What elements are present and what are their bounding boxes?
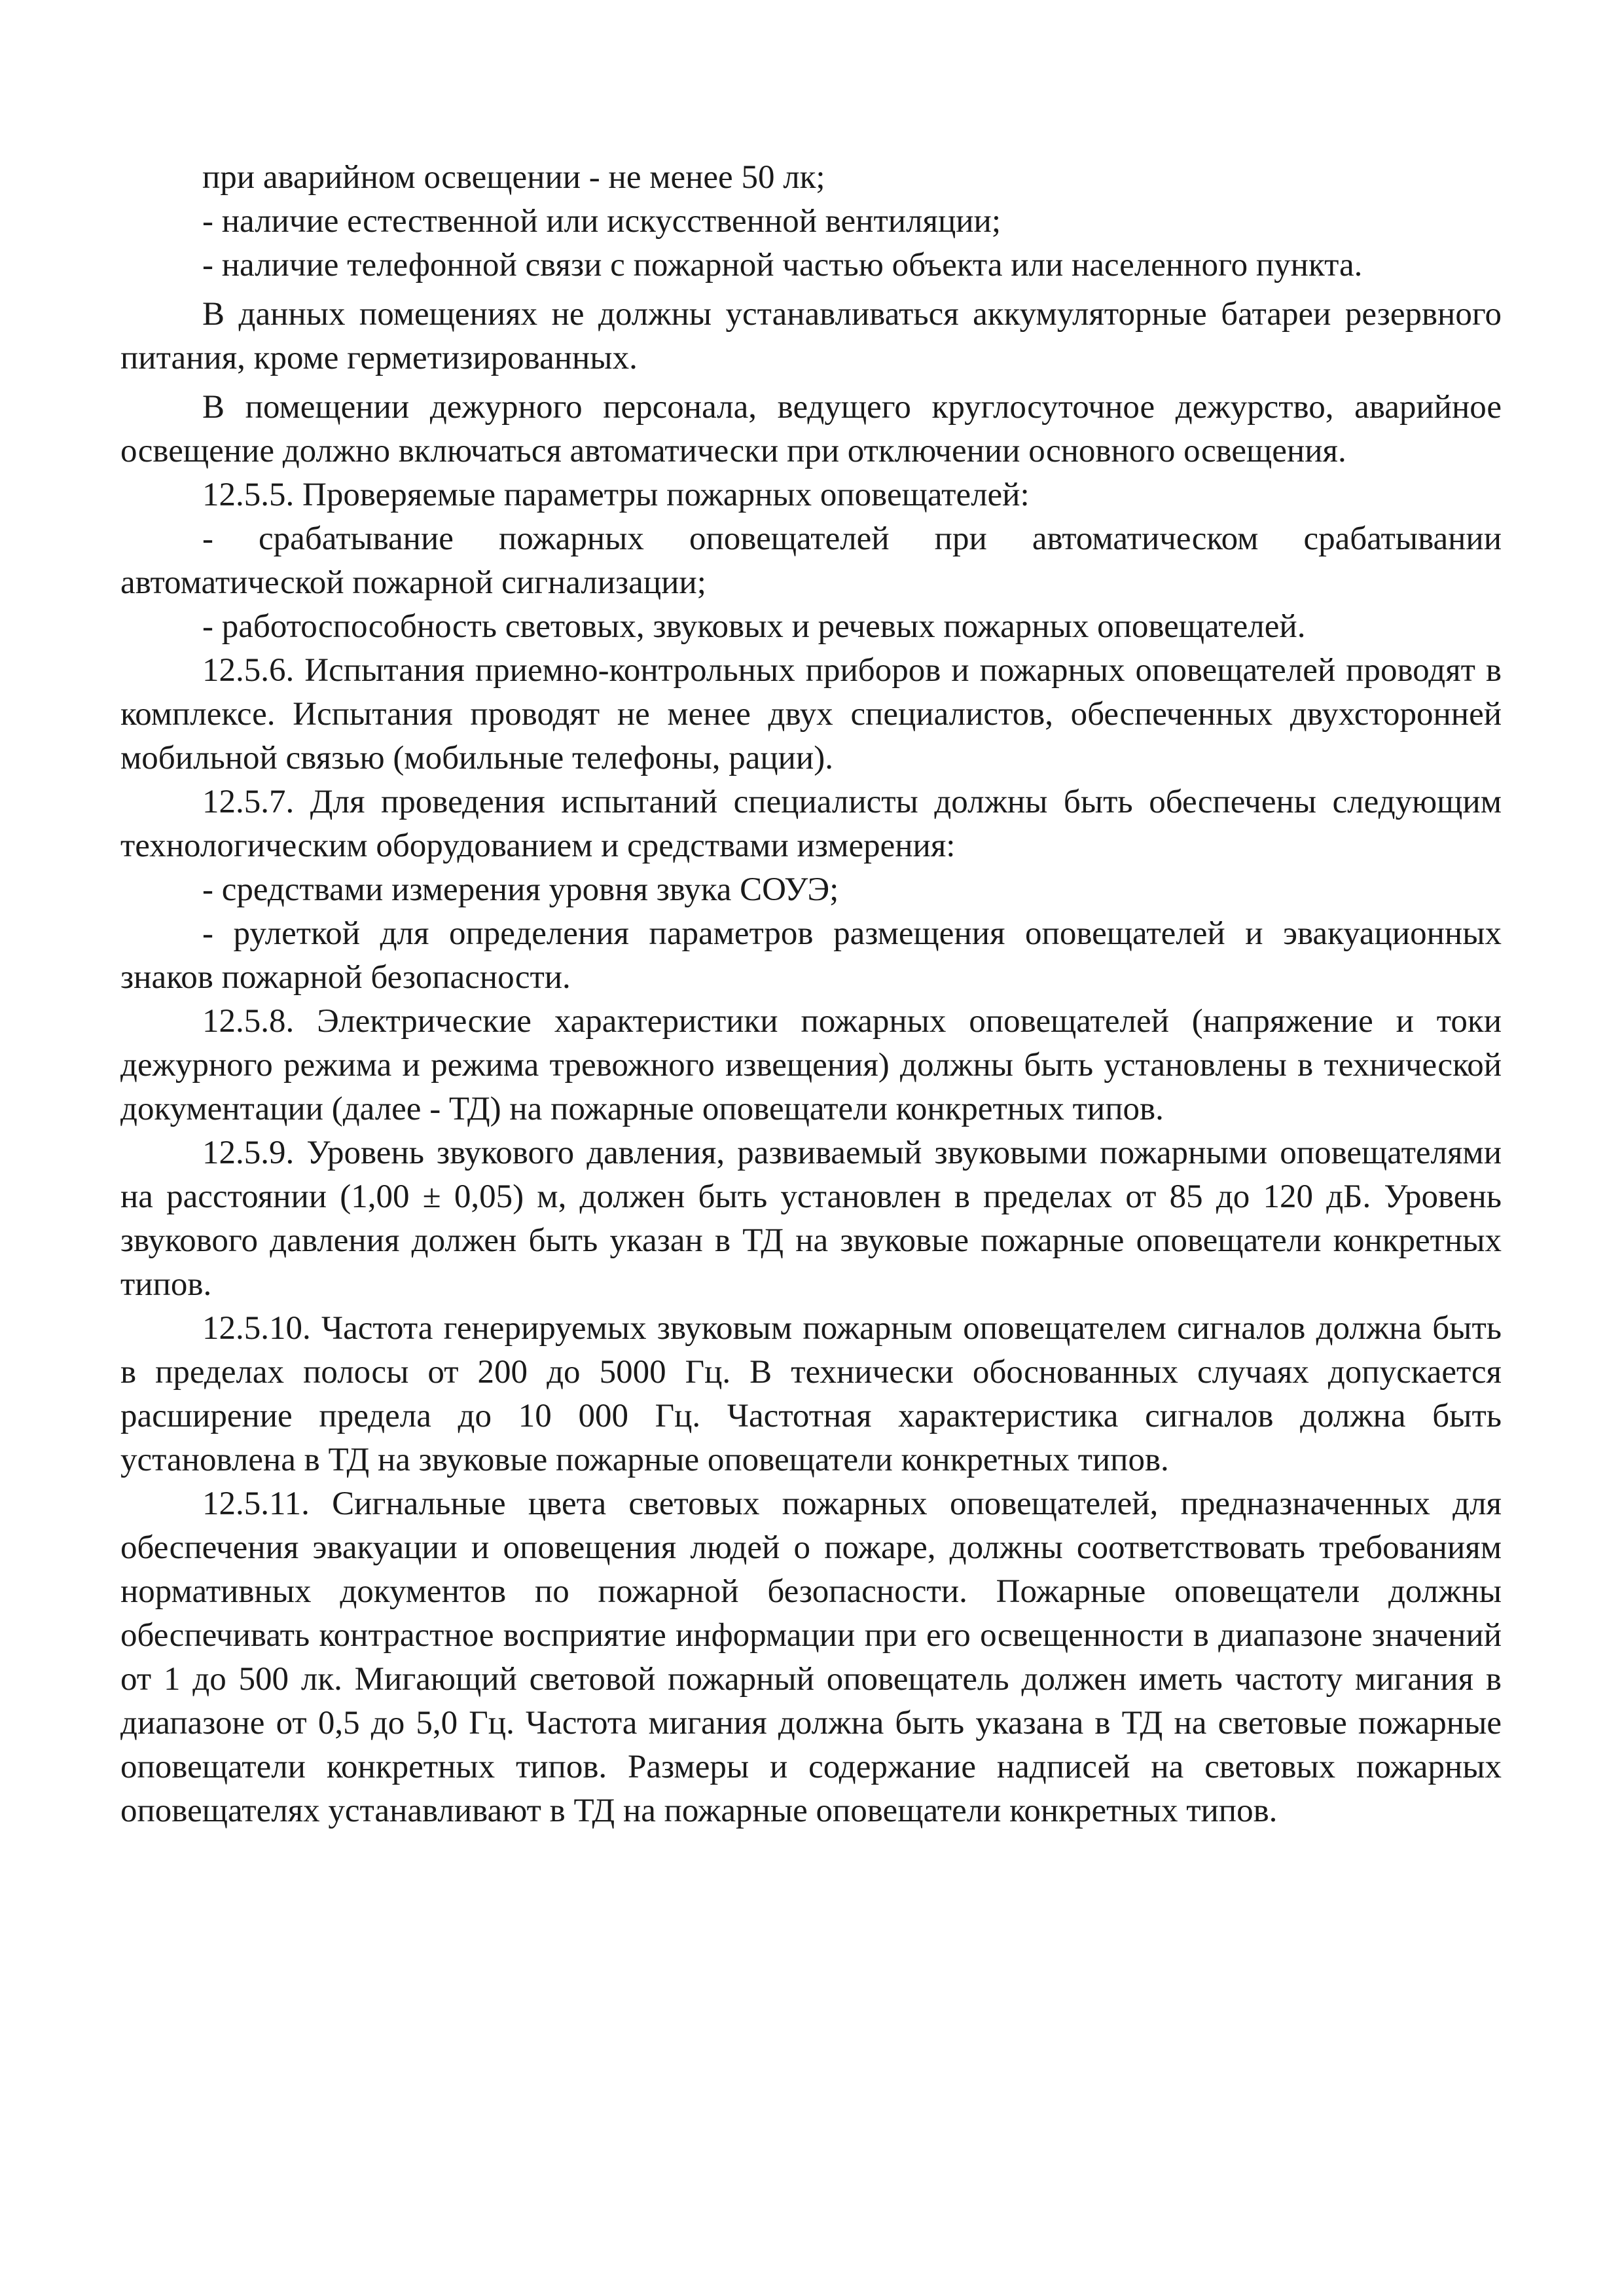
paragraph-telephone: - наличие телефонной связи с пожарной частью объекта или населенного пункта. xyxy=(202,247,1363,283)
paragraph-operability: - работоспособность световых, звуковых и речевых пожарных оповещателей. xyxy=(202,608,1306,645)
paragraph-12-5-9: 12.5.9. Уровень звукового давления, развиваемый звуковыми пожарными оповещателями на расстоянии (1,00 ± 0,05) м, должен быть установлен в пределах от 85 до 120 дБ. Уровень звукового давления должен быть указан в ТД на звуковые пожарные оповещатели конкретных типов. xyxy=(120,1135,1502,1303)
paragraph-12-5-11: 12.5.11. Сигнальные цвета световых пожарных оповещателей, предназначенных для обеспечения эвакуации и оповещения людей о пожаре, должны соответствовать требованиям нормативных документов по пожарной безопасности. Пожарные оповещатели должны обеспечивать контрастное восприятие информации при его освещенности в диапазоне значений от 1 до 500 лк. Мигающий световой пожарный оповещатель должен иметь частоту мигания в диапазоне от 0,5 до 5,0 Гц. Частота мигания должна быть указана в ТД на световые пожарные оповещатели конкретных типов. Размеры и содержание надписей на световых пожарных оповещателях устанавливают в ТД на пожарные оповещатели конкретных типов. xyxy=(120,1485,1502,1829)
document-body xyxy=(120,156,1502,1833)
paragraph-tape-measure: - рулеткой для определения параметров размещения оповещателей и эвакуационных знаков пожарной безопасности. xyxy=(120,915,1502,996)
paragraph-12-5-8: 12.5.8. Электрические характеристики пожарных оповещателей (напряжение и токи дежурного режима и режима тревожного извещения) должны быть установлены в технической документации (далее - ТД) на пожарные оповещатели конкретных типов. xyxy=(120,1003,1502,1127)
paragraph-emergency-lighting: при аварийном освещении - не менее 50 лк; xyxy=(202,159,825,196)
paragraph-12-5-5: 12.5.5. Проверяемые параметры пожарных оповещателей: xyxy=(202,477,1030,513)
paragraph-12-5-10: 12.5.10. Частота генерируемых звуковым пожарным оповещателем сигналов должна быть в пределах полосы от 200 до 5000 Гц. В технически обоснованных случаях допускается расширение предела до 10 000 Гц. Частотная характеристика сигналов должна быть установлена в ТД на звуковые пожарные оповещатели конкретных типов. xyxy=(120,1310,1502,1478)
paragraph-batteries: В данных помещениях не должны устанавливаться аккумуляторные батареи резервного питания, кроме герметизированных. xyxy=(120,296,1502,376)
paragraph-activation: - срабатывание пожарных оповещателей при автоматическом срабатывании автоматической пожарной сигнализации; xyxy=(120,520,1502,601)
paragraph-ventilation: - наличие естественной или искусственной вентиляции; xyxy=(202,203,1001,240)
paragraph-sound-meter: - средствами измерения уровня звука СОУЭ; xyxy=(202,871,839,908)
paragraph-12-5-7: 12.5.7. Для проведения испытаний специалисты должны быть обеспечены следующим технологическим оборудованием и средствами измерения: xyxy=(120,784,1502,864)
paragraph-12-5-6: 12.5.6. Испытания приемно-контрольных приборов и пожарных оповещателей проводят в комплексе. Испытания проводят не менее двух специалистов, обеспеченных двухсторонней мобильной связью (мобильные телефоны, рации). xyxy=(120,652,1502,776)
paragraph-duty-room: В помещении дежурного персонала, ведущего круглосуточное дежурство, аварийное освещение должно включаться автоматически при отключении основного освещения. xyxy=(120,389,1502,469)
